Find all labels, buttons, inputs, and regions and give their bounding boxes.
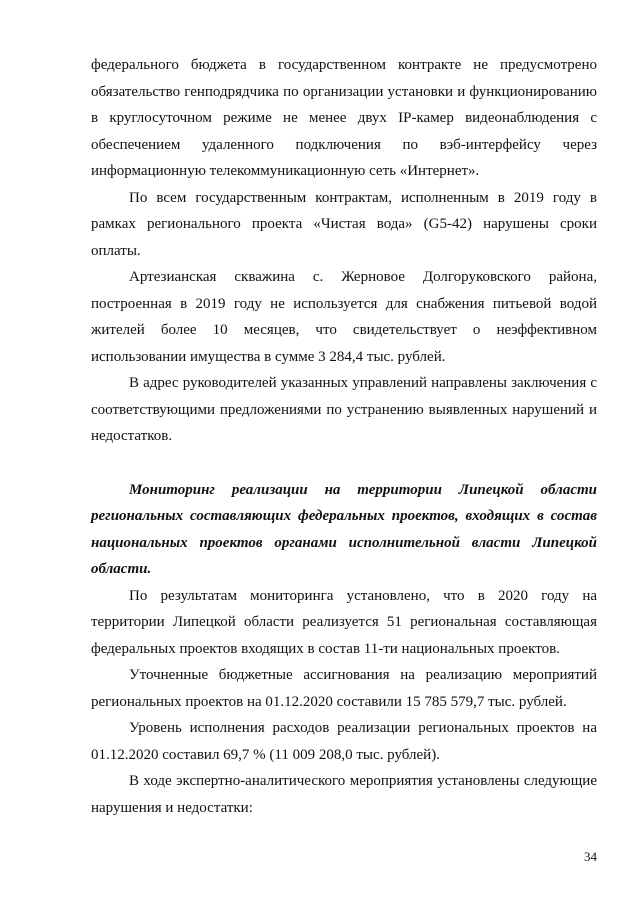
paragraph-conclusions: В адрес руководителей указанных управлений направлены заключения с соответствующими предложениями по устранению выявленных нарушений и недостатков. <box>91 375 597 444</box>
paragraph-payment-terms: По всем государственным контрактам, исполненным в 2019 году в рамках регионального проекта «Чистая вода» (G5-42) нарушены сроки оплаты. <box>91 189 597 259</box>
paragraph-execution-level: Уровень исполнения расходов реализации региональных проектов на 01.12.2020 составил 69,7 % (11 009 208,0 тыс. рублей). <box>91 720 597 763</box>
paragraph-monitoring-results: По результатам мониторинга установлено, что в 2020 году на территории Липецкой области реализуется 51 региональная составляющая федеральных проектов входящих в состав 11-ти национальных проектов. <box>91 587 597 657</box>
paragraph-artesian-well: Артезианская скважина с. Жерновое Долгоруковского района, построенная в 2019 году не используется для снабжения питьевой водой жителей более 10 месяцев, что свидетельствует о неэффективном использовании имущества в сумме 3 284,4 тыс. рублей. <box>91 269 597 365</box>
paragraph-budget-allocations: Уточненные бюджетные ассигнования на реализацию мероприятий региональных проектов на 01.12.2020 составили 15 785 579,7 тыс. рублей. <box>91 667 597 710</box>
section-heading: Мониторинг реализации на территории Липецкой области региональных составляющих федеральных проектов, входящих в состав национальных проектов органами исполнительной власти Липецкой области. <box>91 481 597 577</box>
paragraph-findings-intro: В ходе экспертно-аналитического мероприятия установлены следующие нарушения и недостатки: <box>91 773 597 816</box>
continued-paragraph: федерального бюджета в государственном контракте не предусмотрено обязательство генподрядчика по организации установки и функционированию в круглосуточном режиме не менее двух IP-камер видеонаблюдения с обеспечением удаленного подключения по вэб-интерфейсу через информационную телекоммуникационную сеть «Интернет». <box>91 57 597 179</box>
document-page <box>91 52 597 821</box>
page-number: 34 <box>584 849 597 864</box>
